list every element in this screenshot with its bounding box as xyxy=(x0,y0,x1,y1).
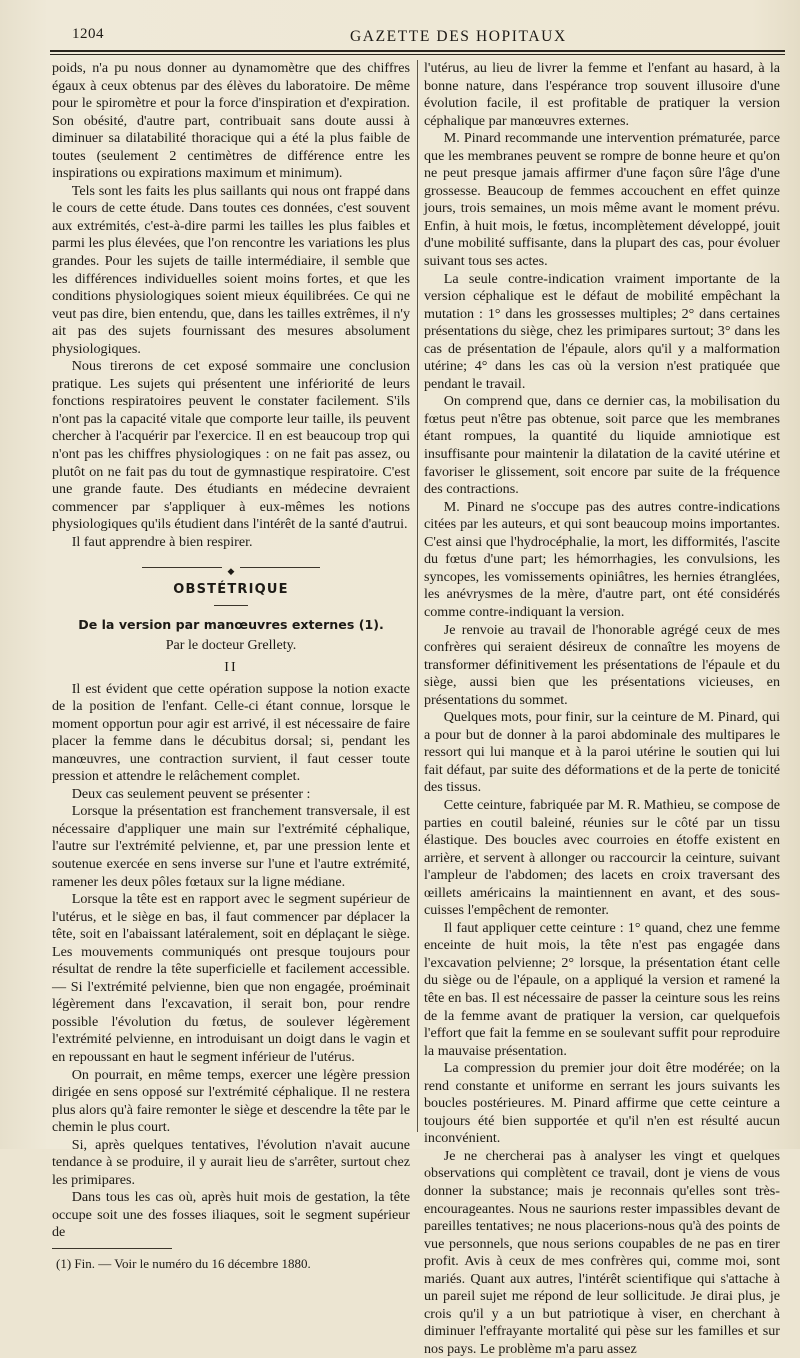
article-title: De la version par manœuvres externes (1). xyxy=(78,616,384,632)
header-rule-thin xyxy=(50,54,785,55)
header-rule-thick xyxy=(50,50,785,52)
paragraph: Nous tirerons de cet exposé sommaire une conclusion pratique. Les sujets qui présentent une infériorité de leurs fonctions respiratoires peuvent le constater facilement. S'ils n'ont pas la capacité vitale que comporte leur taille, ils peuvent chercher à l'acquérir par l'exercice. Il en est beaucoup trop qui n'ont pas les chiffres physiologiques : on ne fait pas assez, ou plutôt on ne fait pas du tout de gymnastique respiratoire. C'est une grande faute. Des étudiants en médecine devraient commencer par s'appliquer à eux-mêmes les notions physiologiques qu'ils étudient dans l'intérêt de la santé d'autrui. xyxy=(52,358,410,533)
footnote-rule xyxy=(52,1248,172,1249)
paragraph: Quelques mots, pour finir, sur la ceinture de M. Pinard, qui a pour but de donner à la paroi abdominale des multipares le ressort qui lui manque et à la paroi utérine le soutien qui lui fait défaut, par suite des déformations et de la perte de tonicité des tissus. xyxy=(424,709,780,796)
paragraph: Si, après quelques tentatives, l'évolution n'avait aucune tendance à se produire, il y aurait lieu de s'arrêter, surtout chez les primipares. xyxy=(52,1136,410,1188)
page-number: 1204 xyxy=(72,26,104,42)
footnote: (1) Fin. — Voir le numéro du 16 décembre 1880. xyxy=(56,1256,311,1271)
paragraph: Lorsque la tête est en rapport avec le segment supérieur de l'utérus, et le siège en bas, il faut commencer par déplacer la tête, soit en l'abaissant latéralement, soit en déplaçant le siège. Les mouvements communiqués ont presque toujours pour résultat de rendre la tête superficielle et facilement accessible. — Si l'extrémité pelvienne, bien que non engagée, proéminait légèrement dans l'excavation, il serait bon, pour rendre possible l'évolution du fœtus, de soulever légèrement l'extrémité pelvienne, en introduisant un doigt dans le vagin et en repoussant en haut le segment inférieur de l'utérus. xyxy=(52,891,410,1065)
paragraph: Je renvoie au travail de l'honorable agrégé ceux de mes confrères qui seraient désireux de connaître les moyens de transformer définitivement les présentations de l'épaule et du siège, aussi bien que les présentations vicieuses, en présentations du sommet. xyxy=(424,621,780,708)
ornamental-divider: ◆ xyxy=(52,562,410,572)
paragraph: Tels sont les faits les plus saillants qui nous ont frappé dans le cours de cette étude. Dans toutes ces données, c'est souvent aux extrémités, c'est-à-dire parmi les tailles les plus faibles et parmi les plus élevées, que l'on rencontre les variations les plus grandes. Pour les sujets de taille intermédiaire, il semble que les différences individuelles soient moins fortes, et que les conditions physiologiques soient mieux équilibrées. Ce qui ne veut pas dire, bien entendu, que, dans les tailles extrêmes, il n'y ait pas des sujets fournissant des mesures absolument physiologiques. xyxy=(52,182,410,357)
column-divider xyxy=(417,60,418,1132)
left-column xyxy=(52,60,410,1273)
paragraph: poids, n'a pu nous donner au dynamomètre que des chiffres égaux à ceux obtenus par des élèves du laboratoire. De même pour le spiromètre et pour la force d'inspiration et d'expiration. Son obésité, d'autre part, contribuait sans doute aussi à diminuer sa dilatabilité thoracique qui a été la plus faible de toutes (seulement 2 centimètres de différence entre les inspirations ou expirations maximum et minimum). xyxy=(52,60,410,182)
paragraph: M. Pinard ne s'occupe pas des autres contre-indications citées par les auteurs, et qui sont beaucoup moins importantes. C'est ainsi que l'hydrocéphalie, la mort, les difformités, l'ascite du fœtus d'une part; les hémorrhagies, les convulsions, les syncopes, les vomissements opiniâtres, les hernies étranglées, les anévrysmes de la mère, d'autre part, ont été considérés comme contre-indiquant la version. xyxy=(424,498,780,620)
paragraph: Lorsque la présentation est franchement transversale, il est nécessaire d'appliquer une main sur l'extrémité céphalique, l'autre sur l'extrémité pelvienne, et, par une pression lente et soutenue exercée en sens inverse sur l'une et l'autre extrémité, ramener les deux pôles fœtaux sur la ligne médiane. xyxy=(52,803,410,890)
section-title: OBSTÉTRIQUE xyxy=(173,582,289,598)
paragraph: Il est évident que cette opération suppose la notion exacte de la position de l'enfant. Celle-ci étant connue, lorsque le moment opportun pour agir est arrivé, il est nécessaire de faire placer la femme dans le décubitus dorsal; si, pendant les manœuvres, une contraction survient, il faut cesser toute pression et attendre le relâchement complet. xyxy=(52,680,410,785)
article-author: Par le docteur Grellety. xyxy=(165,637,297,654)
paragraph: Il faut apprendre à bien respirer. xyxy=(71,533,253,550)
paragraph: Il faut appliquer cette ceinture : 1° quand, chez une femme enceinte de huit mois, la tête n'est pas engagée dans l'excavation pelvienne; 2° lorsque, la présentation étant celle du siège ou de l'épaule, on a appliqué la version et ramené la tête en bas. Il est nécessaire de passer la ceinture sous les reins de la femme avant de pratiquer la version, car quelquefois l'effort que fait la femme en se soulevant suffit pour reproduire la mauvaise présentation. xyxy=(424,919,780,1059)
paragraph: La seule contre-indication vraiment importante de la version céphalique est le défaut de mobilité empêchant la mutation : 1° dans les grossesses multiples; 2° dans certaines présentations du siège, chez les primipares surtout; 3° dans les cas de présentation de l'épaule, alors qu'il y a malformation utérine; 4° dans les cas où la version n'est pratiquée que pendant le travail. xyxy=(424,270,780,392)
paragraph: La compression du premier jour doit être modérée; on la rend constante et uniforme en serrant les jours suivants les boucles postérieures. M. Pinard affirme que cette ceinture a toujours été bien supportée et qu'il n'en est résulté aucun inconvénient. xyxy=(424,1060,780,1147)
paragraph: Dans tous les cas où, après huit mois de gestation, la tête occupe soit une des fosses iliaques, soit le segment supérieur de xyxy=(52,1189,410,1241)
paragraph: Cette ceinture, fabriquée par M. R. Mathieu, se compose de parties en coutil baleiné, réunies sur le côté par un tissu élastique. Des boucles avec courroies en étoffe existent en arrière, et servent à allonger ou raccourcir la ceinture, suivant l'ampleur de l'abdomen; des lacets en croix traversant des œillets américains la maintiennent en avant, et des sous-cuisses l'empêchent de remonter. xyxy=(424,796,780,919)
paragraph: Deux cas seulement peuvent se présenter : xyxy=(71,785,311,802)
paragraph: Je ne chercherai pas à analyser les vingt et quelques observations qui complètent ce travail, dont je viens de vous donner la substance; mais je reconnais qu'elles sont très-encourageantes. Nous ne saurions rester impassibles devant de pareilles tentatives; ne nous placerions-nous qu'à des points de vue personnels, que nous serions coupables de ne pas en tirer profit. Avis à ceux de mes confrères qui, comme moi, sont mariés. Quant aux autres, l'intérêt scientifique qui s'attache à un pareil sujet me répond de leur sollicitude. Je dirai plus, je crois qu'il y a un but patriotique à viser, en cherchant à diminuer l'effrayante mortalité qui pèse sur les familles et sur nos pays. Le problème m'a paru assez xyxy=(424,1147,780,1357)
short-rule xyxy=(214,605,248,606)
paragraph: On pourrait, en même temps, exercer une légère pression dirigée en sens opposé sur l'extrémité céphalique. Il ne restera plus alors qu'à faire remonter le siège et descendre la tête par le chemin le plus court. xyxy=(52,1066,410,1136)
right-column xyxy=(424,60,780,1358)
paragraph: On comprend que, dans ce dernier cas, la mobilisation du fœtus peut n'être pas obtenue, soit parce que les membranes étant rompues, la quantité du liquide amniotique est insuffisante pour maintenir la dilatation de la cavité utérine et favoriser le glissement, soit encore par suite de la fréquence des contractions. xyxy=(424,393,780,498)
paragraph: M. Pinard recommande une intervention prématurée, parce que les membranes peuvent se rompre de bonne heure et qu'on ne peut presque jamais affirmer d'une façon sûre l'âge d'une grossesse. Beaucoup de femmes accouchent en effet quinze jours, trois semaines, un mois même avant le moment prévu. Enfin, à huit mois, le fœtus, incomplètement développé, jouit d'une mobilité suffisante, dans la plupart des cas, pour évoluer suivant tous ses actes. xyxy=(424,130,780,270)
part-number: II xyxy=(224,658,238,675)
paragraph: l'utérus, au lieu de livrer la femme et l'enfant au hasard, à la bonne nature, dans l'espérance trop souvent illusoire d'une évolution facile, il est profitable de pratiquer la version céphalique par manœuvres externes. xyxy=(424,60,780,129)
page-header xyxy=(50,16,785,50)
journal-title: GAZETTE DES HOPITAUX xyxy=(350,28,567,45)
